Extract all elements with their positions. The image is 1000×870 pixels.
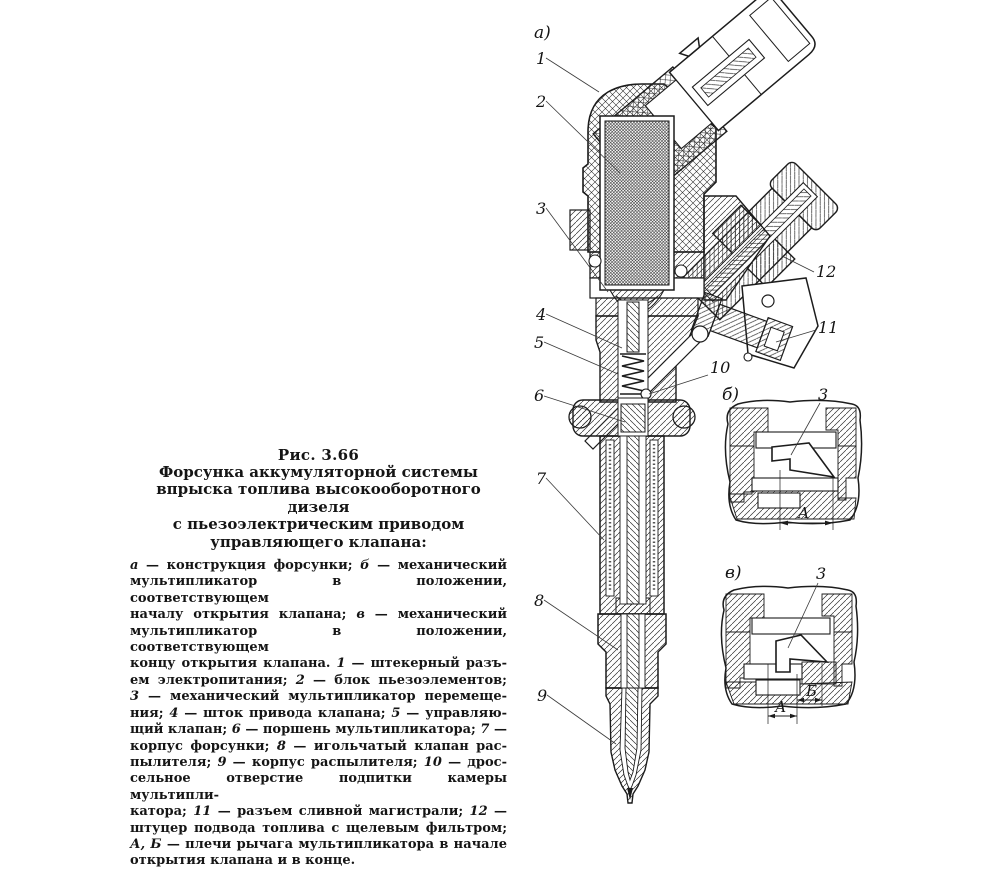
callout-number: 4 [536, 305, 547, 324]
callout-number: 6 [534, 386, 545, 405]
caption-line: концу открытия клапана. 1 — штекерный разъ- [130, 656, 507, 672]
caption-line: открытия клапана и в конце. [130, 853, 356, 869]
detail-view-b [725, 400, 861, 530]
callout-number: 3 [816, 564, 827, 583]
callout-number: 12 [816, 262, 837, 281]
figure-title-line: с пьезоэлектрическим приводом [172, 515, 465, 534]
caption-line: ем электропитания; 2 — блок пьезоэлементов; [130, 672, 507, 688]
view-label: б) [722, 385, 740, 405]
caption-line: мультипликатор в положении, соответствующем [130, 623, 507, 656]
caption-line: мультипликатор в положении, соответствующем [130, 574, 507, 606]
callout-number: 11 [818, 318, 839, 337]
figure-caption [130, 446, 507, 870]
figure-title-line: управляющего клапана: [210, 532, 427, 551]
leader-line [546, 478, 604, 540]
figure-title-line: впрыска топлива высокооборотного дизеля [156, 480, 481, 516]
caption-line: сельное отверстие подпитки камеры мультипли- [130, 771, 507, 803]
caption-line: А, Б — плечи рычага мультипликатора в начале [130, 836, 507, 852]
valve-stem [627, 302, 639, 352]
figure-number: Рис. 3.66 [277, 446, 360, 464]
callout-number: 1 [536, 49, 547, 68]
leader-line [546, 58, 599, 92]
caption-line: катора; 11 — разъем сливной магистрали; 12 — [130, 804, 507, 820]
caption-line: щий клапан; 6 — поршень мультипликатора; 7 — [130, 722, 507, 738]
callout-number: 7 [536, 469, 547, 488]
view-label: в) [725, 563, 742, 583]
figure-description [130, 558, 507, 870]
view-label: а) [534, 23, 551, 43]
caption-line: 3 — механический мультипликатор перемеще- [130, 689, 507, 705]
callout-number: 8 [534, 591, 545, 610]
dimension-letter: А [798, 504, 810, 522]
leader-line [547, 695, 616, 744]
dimension-letter: Б [806, 682, 818, 700]
detail-view-v [721, 586, 857, 724]
multiplier-piston [621, 404, 645, 432]
nozzle [606, 688, 658, 803]
piezo-stack [589, 116, 687, 313]
caption-line: корпус форсунки; 8 — игольчатый клапан рас- [130, 738, 507, 754]
callout-number: 3 [818, 385, 829, 404]
callout-number: 5 [534, 333, 545, 352]
callout-number: 9 [537, 686, 548, 705]
callout-number: 10 [710, 358, 731, 377]
caption-line: началу открытия клапана; в — механический [130, 607, 507, 623]
caption-line: штуцер подвода топлива с щелевым фильтром; [130, 820, 507, 836]
figure-title-line: Форсунка аккумуляторной системы [159, 463, 478, 481]
callout-number: 2 [536, 92, 547, 111]
caption-line: ния; 4 — шток привода клапана; 5 — управляю- [130, 705, 507, 721]
figure-title [130, 464, 507, 551]
dimension-letter: А [775, 698, 787, 716]
caption-line: а — конструкция форсунки; б — механический [130, 558, 507, 574]
callout-number: 3 [536, 199, 547, 218]
caption-line: пылителя; 9 — корпус распылителя; 10 — дрос- [130, 754, 507, 770]
